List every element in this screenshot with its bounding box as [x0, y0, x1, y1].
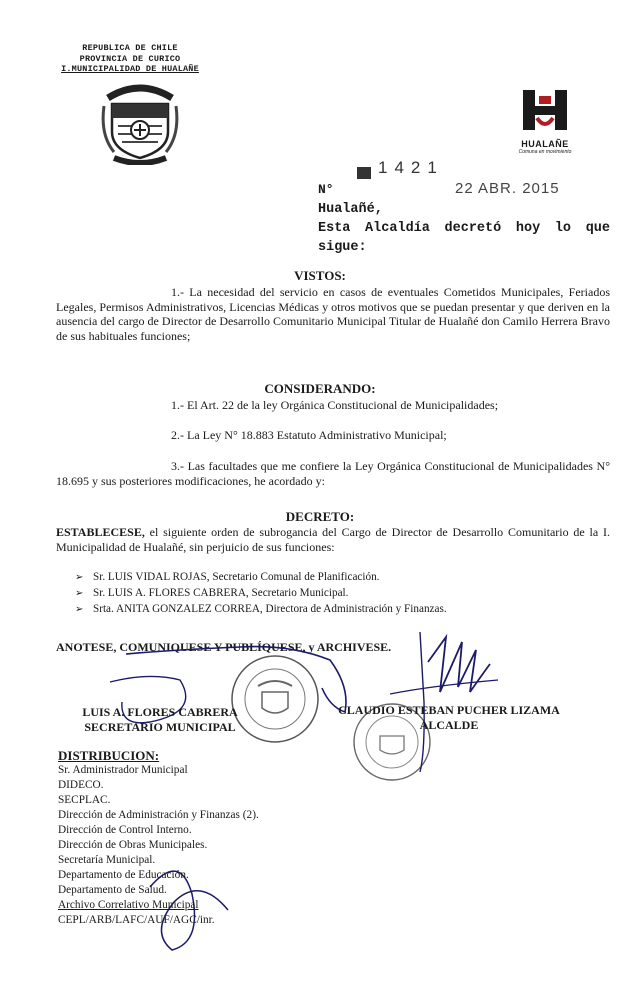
- secretary-name: LUIS A. FLORES CABRERA: [82, 705, 238, 719]
- considerando-item-3: 3.- Las facultades que me confiere la Ley Orgánica Constitucional de Municipalidades N° 18.695 y sus posteriores modificaciones, he acordado y:: [56, 459, 610, 488]
- vistos-paragraph: 1.- La necesidad del servicio en casos de eventuales Cometidos Municipales, Feriados Legales, Permisos Administrativos, Licencias Médicas y otros motivos que se puedan presentar y que deriven en la ausencia del cargo de Director de Desarrollo Comunitario Municipal Titular de Hualañé don Camilo Herrera Bravo de sus habituales funciones;: [56, 285, 610, 343]
- vistos-heading: VISTOS:: [294, 268, 346, 283]
- decreto-heading: DECRETO:: [285, 509, 355, 524]
- institution-header: [40, 43, 220, 75]
- municipal-crest-icon: [100, 80, 180, 165]
- header-line-country: REPUBLICA DE CHILE: [82, 43, 178, 53]
- arrow-bullet-icon: ➢: [75, 572, 84, 583]
- mayor-title: ALCALDE: [419, 718, 479, 732]
- considerando-item-1: 1.- El Art. 22 de la ley Orgánica Constitucional de Municipalidades;: [171, 398, 499, 412]
- list-item: Dirección de Control Interno.: [58, 824, 192, 836]
- decree-intro: Esta Alcaldía decretó hoy lo que sigue:: [318, 221, 610, 255]
- list-item: CEPL/ARB/LAFC/AUF/AGC/inr.: [58, 914, 215, 926]
- subrogancia-item: ➢ Sr. LUIS A. FLORES CABRERA, Secretario Municipal.: [75, 587, 349, 599]
- distribution-list: [58, 763, 259, 928]
- decree-place: Hualañé,: [318, 202, 383, 217]
- decreto-lead: ESTABLECESE,: [56, 525, 145, 539]
- closing-formula: ANOTESE, COMUNIQUESE Y PUBLÍQUESE, y ARCHIVESE.: [56, 640, 392, 654]
- considerando-heading: CONSIDERANDO:: [264, 381, 376, 396]
- list-item: Departamento de Salud.: [58, 884, 167, 896]
- list-item: Dirección de Obras Municipales.: [58, 839, 208, 851]
- list-item: Secretaría Municipal.: [58, 854, 156, 866]
- date-stamp: 22 ABR. 2015: [455, 180, 560, 197]
- list-item: Archivo Correlativo Municipal: [58, 899, 199, 911]
- list-item: SECPLAC.: [58, 794, 111, 806]
- signature-block-mayor: [318, 703, 580, 733]
- header-line-municipality: I.MUNICIPALIDAD DE HUALAÑE: [61, 64, 199, 74]
- mayor-name: CLAUDIO ESTEBAN PUCHER LIZAMA: [338, 703, 560, 717]
- list-item: Dirección de Administración y Finanzas (2).: [58, 809, 259, 821]
- hualane-logo: [515, 86, 575, 156]
- arrow-bullet-icon: ➢: [75, 604, 84, 615]
- list-item: Sr. Administrador Municipal: [58, 764, 188, 776]
- list-item: Departamento de Educación.: [58, 869, 189, 881]
- considerando-item-2: 2.- La Ley N° 18.883 Estatuto Administrativo Municipal;: [171, 428, 447, 442]
- header-line-province: PROVINCIA DE CURICO: [79, 53, 181, 64]
- secretary-title: SECRETARIO MUNICIPAL: [84, 720, 236, 734]
- logo-name: HUALAÑE: [521, 139, 569, 149]
- list-item: DIDECO.: [58, 779, 104, 791]
- subrogancia-item: ➢ Srta. ANITA GONZALEZ CORREA, Directora de Administración y Finanzas.: [75, 603, 447, 615]
- subrogancia-item: ➢ Sr. LUIS VIDAL ROJAS, Secretario Comunal de Planificación.: [75, 571, 380, 583]
- decreto-lead-rest: el siguiente orden de subrogancia del Cargo de Director de Desarrollo Comunitario de la I. Municipalidad de Hualañé, sin perjuicio de sus funciones:: [56, 525, 610, 554]
- hualane-h-icon: [515, 86, 575, 134]
- logo-tagline: Comuna en movimiento: [518, 149, 572, 155]
- distribution-heading: DISTRIBUCION:: [58, 748, 160, 763]
- decreto-paragraph: [56, 525, 610, 554]
- folio-number: 1421: [378, 158, 444, 177]
- signature-block-secretary: [70, 705, 250, 735]
- arrow-bullet-icon: ➢: [75, 588, 84, 599]
- decree-number-label: N°: [318, 182, 334, 197]
- folio-stamp-mark: [357, 167, 371, 179]
